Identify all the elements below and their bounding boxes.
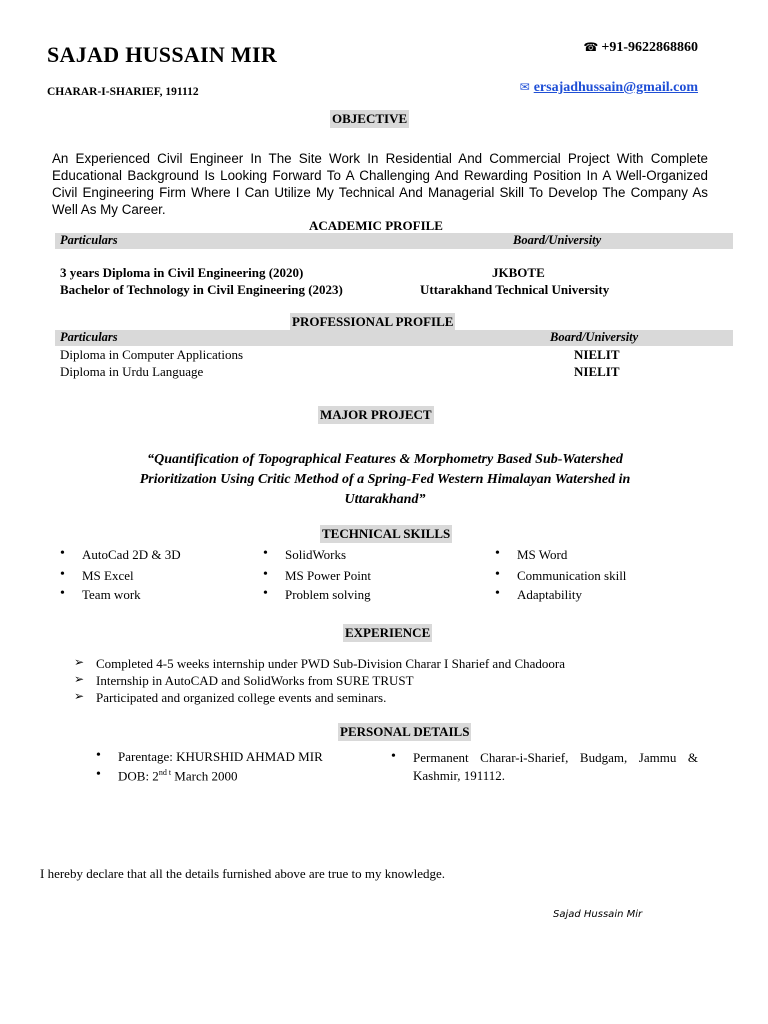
academic-heading: ACADEMIC PROFILE: [309, 218, 443, 233]
permanent-address-item: • Permanent Charar-i-Sharief, Budgam, Jammu & Kashmir, 191112.: [391, 749, 698, 783]
project-title: [110, 450, 660, 510]
professional-col-board: Board/University: [550, 330, 639, 344]
candidate-address: CHARAR-I-SHARIEF, 191112: [47, 86, 199, 98]
bullet-icon: •: [96, 748, 101, 763]
bullet-icon: •: [495, 546, 500, 561]
professional-row-board: NIELIT: [574, 364, 620, 379]
bullet-icon: •: [391, 749, 396, 764]
skill-item: • Team work: [60, 586, 141, 602]
arrow-bullet-icon: ➢: [74, 672, 85, 686]
skill-item: • Communication skill: [495, 567, 627, 583]
envelope-icon: ✉: [519, 80, 530, 94]
skill-item: • Adaptability: [495, 586, 582, 602]
skill-item: • MS Word: [495, 546, 568, 562]
experience-item: ➢ Participated and organized college events and seminars.: [74, 689, 387, 705]
bullet-icon: •: [60, 586, 65, 601]
phone-icon: ☎: [583, 40, 599, 54]
academic-row-board: Uttarakhand Technical University: [420, 282, 610, 297]
project-heading: MAJOR PROJECT: [320, 407, 432, 422]
objective-heading: OBJECTIVE: [332, 111, 408, 126]
personal-heading: PERSONAL DETAILS: [340, 724, 470, 739]
academic-row-board: JKBOTE: [492, 265, 545, 280]
academic-row-particular: Bachelor of Technology in Civil Engineering (2023): [60, 282, 343, 297]
project-title-line: “Quantification of Topographical Features & Morphometry Based Sub-Watershed: [147, 452, 623, 467]
professional-row-board: NIELIT: [574, 347, 620, 362]
academic-table-header: [55, 233, 733, 249]
parentage-item: • Parentage: KHURSHID AHMAD MIR: [96, 748, 323, 764]
skill-item: • MS Power Point: [263, 567, 371, 583]
bullet-icon: •: [495, 586, 500, 601]
bullet-icon: •: [495, 567, 500, 582]
project-title-line: Prioritization Using Critic Method of a Spring-Fed Western Himalayan Watershed in: [139, 472, 631, 487]
professional-table-header: [55, 330, 733, 346]
academic-col-particulars: Particulars: [60, 233, 118, 247]
arrow-bullet-icon: ➢: [74, 689, 85, 703]
experience-item: ➢ Completed 4-5 weeks internship under PWD Sub-Division Charar I Sharief and Chadoora: [74, 655, 565, 671]
professional-row-particular: Diploma in Computer Applications: [60, 347, 244, 362]
declaration-text: I hereby declare that all the details furnished above are true to my knowledge.: [40, 866, 446, 881]
academic-row-particular: 3 years Diploma in Civil Engineering (2020): [60, 265, 304, 280]
professional-heading: PROFESSIONAL PROFILE: [292, 314, 454, 329]
objective-text: An Experienced Civil Engineer In The Site Work In Residential And Commercial Project With Complete Educational Background Is Looking Forward To A Challenging And Rewarding Position In A Well-Organized Civil Engineering Firm Where I Can Utilize My Technical And Managerial Skill To Develop The Company As Well As My Career.: [52, 151, 708, 217]
phone-text: +91-9622868860: [601, 40, 698, 55]
academic-col-board: Board/University: [513, 233, 602, 247]
phone-number: [583, 40, 698, 56]
signature: Sajad Hussain Mir: [553, 909, 643, 920]
skill-item: • MS Excel: [60, 567, 134, 583]
skill-item: • SolidWorks: [263, 546, 347, 562]
skill-item: • AutoCad 2D & 3D: [60, 546, 181, 562]
email-text[interactable]: ersajadhussain@gmail.com: [533, 80, 698, 95]
skills-heading: TECHNICAL SKILLS: [322, 526, 451, 541]
bullet-icon: •: [263, 586, 268, 601]
bullet-icon: •: [60, 567, 65, 582]
bullet-icon: •: [96, 767, 101, 782]
professional-col-particulars: Particulars: [60, 330, 118, 344]
skill-item: • Problem solving: [263, 586, 371, 602]
experience-heading: EXPERIENCE: [345, 625, 431, 640]
arrow-bullet-icon: ➢: [74, 655, 85, 669]
email-link[interactable]: [520, 80, 698, 96]
experience-item: ➢ Internship in AutoCAD and SolidWorks from SURE TRUST: [74, 672, 414, 688]
bullet-icon: •: [263, 546, 268, 561]
bullet-icon: •: [263, 567, 268, 582]
professional-row-particular: Diploma in Urdu Language: [60, 364, 204, 379]
candidate-name: SAJAD HUSSAIN MIR: [47, 42, 278, 67]
dob-item: • DOB: $2^{nd t}$ March 2000: [96, 767, 238, 784]
project-title-line: Uttarakhand”: [344, 492, 426, 507]
bullet-icon: •: [60, 546, 65, 561]
